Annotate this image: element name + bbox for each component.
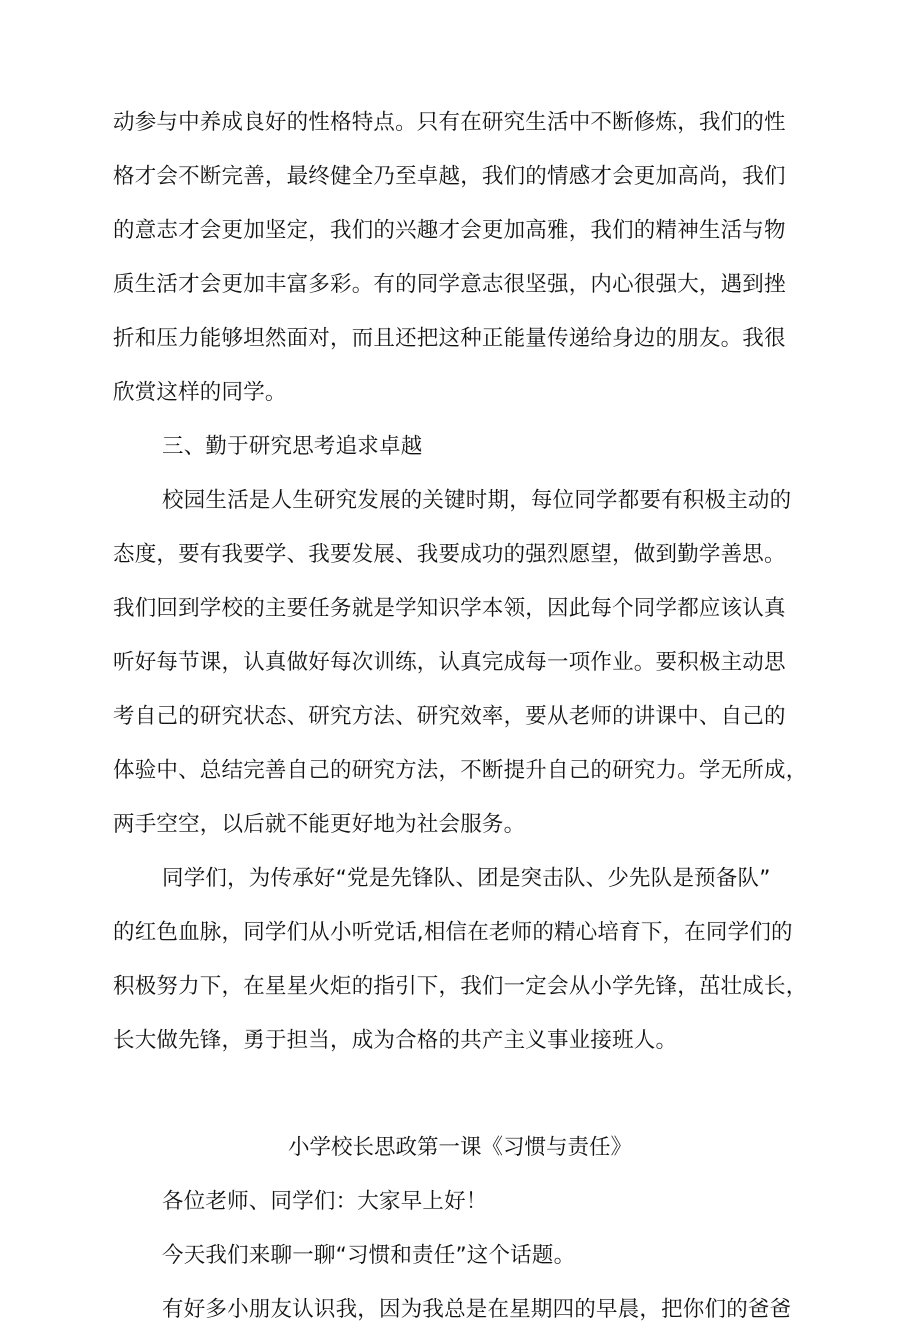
paragraph-line: 欣赏这样的同学。 [113,380,287,405]
paragraph-line: 我们回到学校的主要任务就是学知识学本领，因此每个同学都应该认真 [113,596,786,621]
paragraph-line: 动参与中养成良好的性格特点。只有在研究生活中不断修炼，我们的性 [113,110,786,135]
paragraph-line: 长大做先锋，勇于担当，成为合格的共产主义事业接班人。 [113,1028,678,1053]
paragraph-line: 今天我们来聊一聊“习惯和责任”这个话题。 [162,1243,576,1268]
paragraph-line: 校园生活是人生研究发展的关键时期，每位同学都要有积极主动的 [162,488,792,513]
section-heading: 三、勤于研究思考追求卓越 [162,434,423,459]
paragraph-line: 听好每节课，认真做好每次训练，认真完成每一项作业。要积极主动思 [113,650,786,675]
paragraph-line: 折和压力能够坦然面对，而且还把这种正能量传递给身边的朋友。我很 [113,326,786,351]
paragraph-line: 体验中、总结完善自己的研究方法，不断提升自己的研究力。学无所成， [113,758,808,783]
paragraph-line: 两手空空，以后就不能更好地为社会服务。 [113,812,526,837]
document-title: 小学校长思政第一课《习惯与责任》 [287,1135,632,1160]
paragraph-line: 态度，要有我要学、我要发展、我要成功的强烈愿望，做到勤学善思。 [113,542,786,567]
paragraph-line: 的红色血脉，同学们从小听党话,相信在老师的精心培育下，在同学们的 [113,920,793,945]
paragraph-line: 有好多小朋友认识我，因为我总是在星期四的早晨，把你们的爸爸 [162,1297,792,1322]
paragraph-line: 格才会不断完善，最终健全乃至卓越，我们的情感才会更加高尚，我们 [113,164,786,189]
paragraph-line: 积极努力下，在星星火炬的指引下，我们一定会从小学先锋，茁壮成长， [113,974,808,999]
paragraph-line: 的意志才会更加坚定，我们的兴趣才会更加高雅，我们的精神生活与物 [113,218,786,243]
paragraph-line: 考自己的研究状态、研究方法、研究效率，要从老师的讲课中、自己的 [113,704,786,729]
paragraph-line: 同学们，为传承好“党是先锋队、团是突击队、少先队是预备队” [162,866,771,891]
paragraph-line: 各位老师、同学们：大家早上好！ [162,1189,488,1214]
paragraph-line: 质生活才会更加丰富多彩。有的同学意志很坚强，内心很强大，遇到挫 [113,272,786,297]
